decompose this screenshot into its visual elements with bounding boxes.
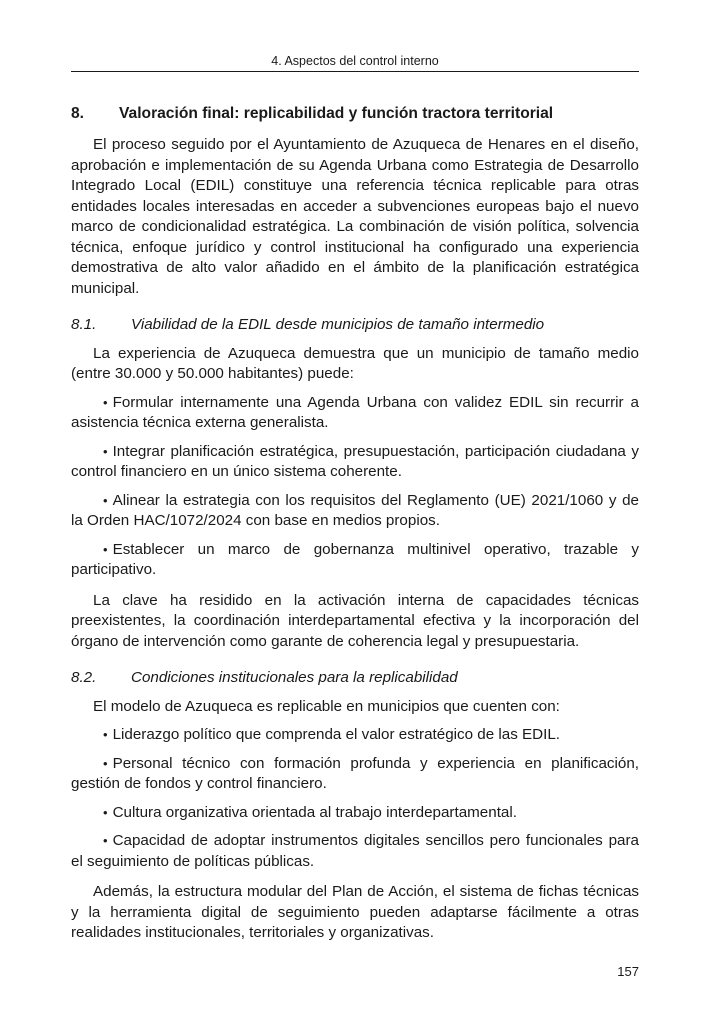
list-item-text: Formular internamente una Agenda Urbana con validez EDIL sin recurrir a asistencia técnica externa generalista. xyxy=(71,393,639,431)
section-number: 8. xyxy=(71,105,85,122)
subsection-intro: El modelo de Azuqueca es replicable en municipios que cuenten con: xyxy=(93,697,560,715)
subsection-number: 8.1. xyxy=(71,316,97,333)
subsection-title: Viabilidad de la EDIL desde municipios de tamaño intermedio xyxy=(131,316,545,333)
subsection-heading-1 xyxy=(71,315,639,336)
header-rule xyxy=(71,71,639,72)
section-title: Valoración final: replicabilidad y función tractora territorial xyxy=(119,105,554,122)
list-item-text: Integrar planificación estratégica, presupuestación, participación ciudadana y control financiero en un único sistema coherente. xyxy=(71,442,639,480)
bullet-icon: • xyxy=(103,833,108,848)
section-heading xyxy=(71,103,639,125)
section-paragraph: El proceso seguido por el Ayuntamiento de Azuqueca de Henares en el diseño, aprobación e implementación de su Agenda Urbana como Estrategia de Desarrollo Integrado Local (EDIL) constituye una referencia técnica replicable para otras entidades locales interesadas en acceder a subvenciones europeas bajo el nuevo marco de condicionalidad estratégica. La combinación de visión política, solvencia técnica, enfoque jurídico y control institucional ha configurado una experiencia demostrativa de alto valor añadido en el ámbito de la planificación estratégica municipal. xyxy=(71,136,639,297)
list-item xyxy=(71,442,639,483)
subsection-intro: La experiencia de Azuqueca demuestra que un municipio de tamaño medio (entre 30.000 y 50.000 habitantes) puede: xyxy=(71,344,639,382)
bullet-icon: • xyxy=(103,443,108,459)
running-header: 4. Aspectos del control interno xyxy=(271,54,439,68)
list-item xyxy=(71,725,639,746)
bullet-icon: • xyxy=(103,394,108,410)
list-item xyxy=(71,393,639,434)
subsection-number: 8.2. xyxy=(71,669,97,686)
page-content xyxy=(71,103,639,944)
list-item-text: Cultura organizativa orientada al trabajo interdepartamental. xyxy=(112,803,517,821)
list-item-text: Establecer un marco de gobernanza multinivel operativo, trazable y participativo. xyxy=(71,540,639,578)
list-item-text: Capacidad de adoptar instrumentos digitales sencillos pero funcionales para el seguimiento de políticas públicas. xyxy=(71,832,639,870)
subsection-heading-2 xyxy=(71,668,639,689)
list-item-text: Personal técnico con formación profunda y experiencia en planificación, gestión de fondos y control financiero. xyxy=(71,754,639,792)
list-item xyxy=(71,831,639,872)
list-item xyxy=(71,540,639,581)
list-item-text: Liderazgo político que comprenda el valor estratégico de las EDIL. xyxy=(112,726,561,743)
subsection-conclusion: Además, la estructura modular del Plan de Acción, el sistema de fichas técnicas y la herramienta digital de seguimiento pueden adaptarse fácilmente a otras realidades institucionales, territoriales y organizativas. xyxy=(71,883,639,941)
bullet-icon: • xyxy=(103,804,108,820)
subsection-conclusion: La clave ha residido en la activación interna de capacidades técnicas preexistentes, la coordinación interdepartamental efectiva y la incorporación del órgano de intervención como garante de coherencia legal y presupuestaria. xyxy=(71,591,639,650)
page-number: 157 xyxy=(617,964,639,979)
subsection-title: Condiciones institucionales para la replicabilidad xyxy=(131,669,458,686)
bullet-icon: • xyxy=(103,727,108,742)
list-item xyxy=(71,803,639,824)
bullet-icon: • xyxy=(103,755,108,771)
list-item xyxy=(71,491,639,532)
list-item-text: Alinear la estrategia con los requisitos del Reglamento (UE) 2021/1060 y de la Orden HAC/1072/2024 con base en medios propios. xyxy=(71,491,639,529)
list-item xyxy=(71,754,639,795)
bullet-icon: • xyxy=(103,541,108,557)
bullet-icon: • xyxy=(103,492,108,508)
